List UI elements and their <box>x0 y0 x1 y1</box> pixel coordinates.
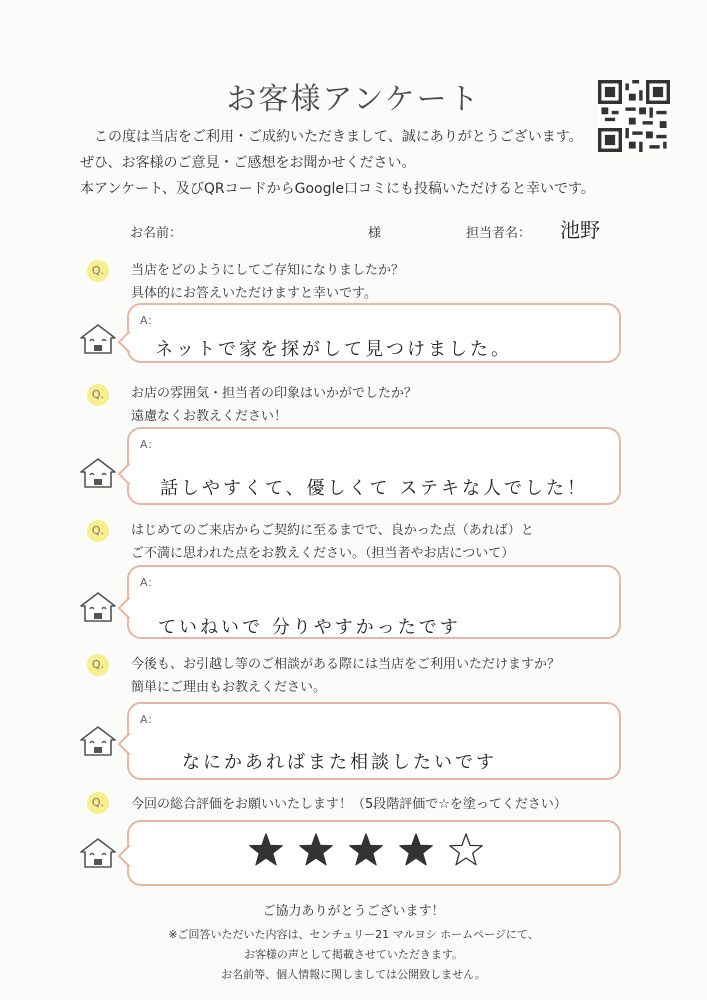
rating-question: 今回の総合評価をお願いいたします！（5段階評価で☆を塗ってください） <box>131 797 567 812</box>
question-badge: Q. <box>87 792 109 814</box>
star-rating[interactable] <box>248 832 498 872</box>
star-empty-icon[interactable] <box>448 832 484 868</box>
question-3-line-2: ご不満に思われた点をお教えください。（担当者やお店について） <box>131 546 515 561</box>
house-face-icon <box>78 456 118 490</box>
star-filled-icon[interactable] <box>248 832 284 868</box>
staff-name: 池野 <box>560 218 600 242</box>
question-badge: Q. <box>87 520 109 542</box>
question-4-line-1: 今後も、お引越し等のご相談がある際には当店をご利用いただけますか？ <box>131 657 561 672</box>
answer-label: A： <box>140 713 159 726</box>
sama-label: 様 <box>368 226 382 241</box>
star-filled-icon[interactable] <box>348 832 384 868</box>
answer-2-text: 話しやすくて、優しくて ステキな人でした！ <box>160 478 588 499</box>
staff-label: 担当者名： <box>466 226 532 241</box>
answer-label: A： <box>140 314 159 327</box>
question-2-line-2: 遠慮なくお教えください！ <box>131 409 288 424</box>
page-title: お客様アンケート <box>226 82 481 117</box>
answer-1-text: ネットで家を探がして見つけました。 <box>155 339 512 360</box>
intro-line-1: この度は当店をご利用・ご成約いただきまして、誠にありがとうございます。 <box>94 129 583 145</box>
qr-code-icon <box>598 80 670 152</box>
star-filled-icon[interactable] <box>398 832 434 868</box>
question-badge: Q. <box>87 260 109 282</box>
house-face-icon <box>78 724 118 758</box>
house-face-icon <box>78 322 118 356</box>
question-2-line-1: お店の雰囲気・担当者の印象はいかがでしたか？ <box>131 386 418 401</box>
house-face-icon <box>78 836 118 870</box>
answer-4-text: なにかあればまた相談したいです <box>182 752 497 773</box>
answer-label: A： <box>140 576 159 589</box>
question-badge: Q. <box>87 654 109 676</box>
house-face-icon <box>78 590 118 624</box>
note-line-2: お客様の声として掲載させていただきます。 <box>243 948 464 961</box>
intro-line-2: ぜひ、お客様のご意見・ご感想をお聞かせください。 <box>80 155 416 171</box>
note-line-1: ※ご回答いただいた内容は、センチュリー21 マルヨシ ホームページにて、 <box>168 928 539 941</box>
note-line-3: お名前等、個人情報に関しましては公開致しません。 <box>221 968 486 981</box>
question-badge: Q. <box>87 384 109 406</box>
question-4-line-2: 簡単にご理由もお教えください。 <box>131 680 327 695</box>
question-1-line-2: 具体的にお答えいただけますと幸いです。 <box>131 286 377 301</box>
question-1-line-1: 当店をどのようにしてご存知になりましたか？ <box>131 263 405 278</box>
question-3-line-1: はじめてのご来店からご契約に至るまでで、良かった点（あれば）と <box>131 523 534 538</box>
thanks-text: ご協力ありがとうございます！ <box>262 904 445 919</box>
intro-line-3: 本アンケート、及びQRコードからGoogle口コミにも投稿いただけると幸いです。 <box>80 181 595 197</box>
star-filled-icon[interactable] <box>298 832 334 868</box>
name-label: お名前： <box>130 226 183 241</box>
answer-label: A： <box>140 438 159 451</box>
answer-3-text: ていねいで 分りやすかったです <box>158 617 461 638</box>
